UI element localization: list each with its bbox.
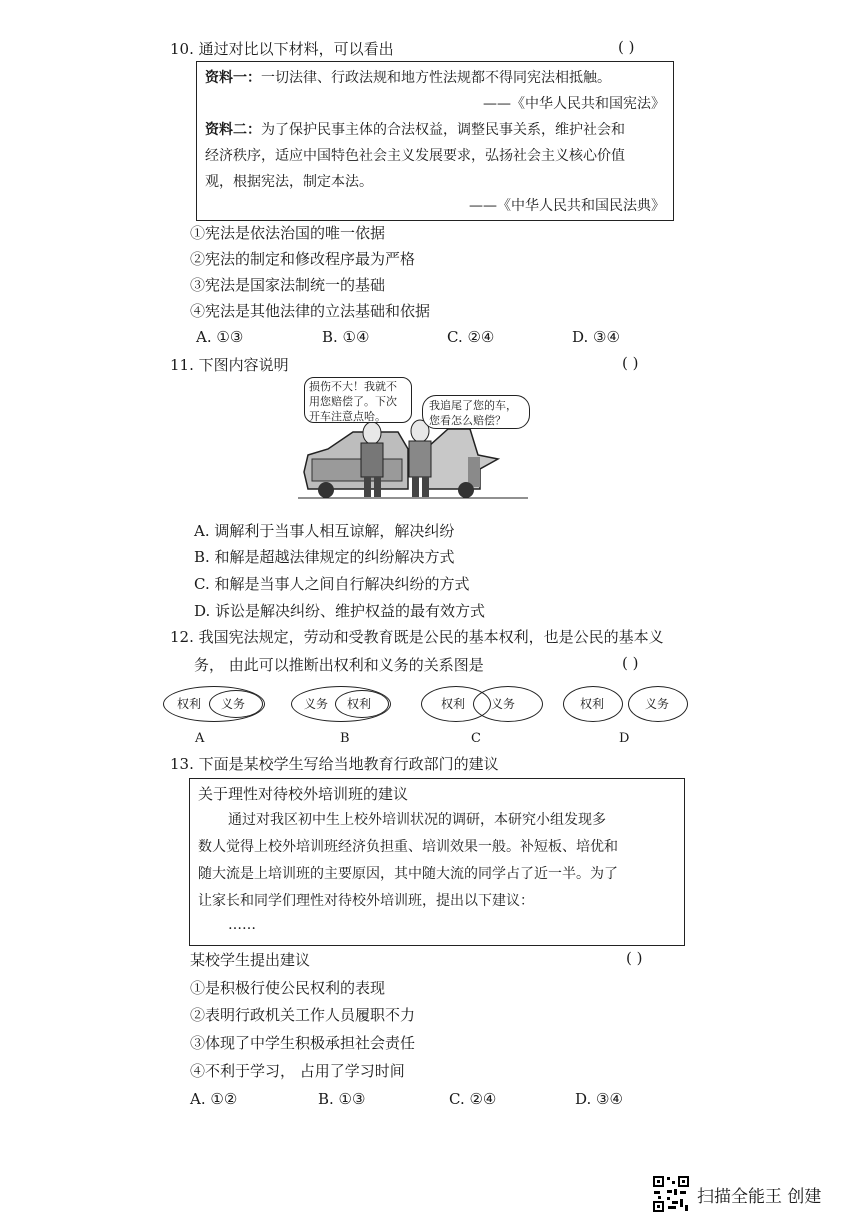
q13-choice-c: C. ②④ xyxy=(449,1090,497,1108)
diagram-a-inner-label: 义务 xyxy=(221,697,246,711)
q13-answer-paren: ( ) xyxy=(626,949,643,967)
q13-box-line4: 让家长和同学们理性对待校外培训班，提出以下建议： xyxy=(198,893,534,909)
q13-choice-d: D. ③④ xyxy=(575,1090,623,1108)
diagram-c-right-label: 义务 xyxy=(491,697,516,711)
q10-material1-label: 资料一： xyxy=(205,70,261,86)
q10-item-1: ①宪法是依法治国的唯一依据 xyxy=(190,224,386,242)
q13-item-2: ②表明行政机关工作人员履职不力 xyxy=(190,1006,416,1024)
q13-box-line5: …… xyxy=(228,917,256,933)
diagram-d-letter: D xyxy=(619,731,630,746)
q13-box-title: 关于理性对待校外培训班的建议 xyxy=(198,785,409,803)
bubble-left-line1: 损伤不大！我就不 xyxy=(309,380,397,393)
q10-choice-d: D. ③④ xyxy=(572,328,620,346)
q11-option-a: A. 调解利于当事人相互谅解，解决纠纷 xyxy=(194,522,455,540)
q10-item-2: ②宪法的制定和修改程序最为严格 xyxy=(190,250,416,268)
q10-material2-line1: 为了保护民事主体的合法权益，调整民事关系，维护社会和 xyxy=(261,122,625,138)
diagram-b-letter: B xyxy=(340,731,350,746)
q10-item-3: ③宪法是国家法制统一的基础 xyxy=(190,276,386,294)
q13-item-3: ③体现了中学生积极承担社会责任 xyxy=(190,1034,416,1052)
q10-choice-c: C. ②④ xyxy=(447,328,495,346)
q11-option-d: D. 诉讼是解决纠纷、维护权益的最有效方式 xyxy=(194,602,486,620)
q10-stem: 10. 通过对比以下材料，可以看出 xyxy=(170,40,394,58)
scanner-brand-watermark: 扫描全能王 创建 xyxy=(697,1187,822,1207)
q11-option-c: C. 和解是当事人之间自行解决纠纷的方式 xyxy=(194,575,470,593)
q10-material2-line2: 经济秩序，适应中国特色社会主义发展要求，弘扬社会主义核心价值 xyxy=(205,148,625,164)
diagram-a-letter: A xyxy=(195,731,205,746)
q10-material2-label: 资料二： xyxy=(205,122,261,138)
q10-material-box xyxy=(196,61,674,221)
speech-bubble-left xyxy=(304,377,412,423)
q13-choice-a: A. ①② xyxy=(190,1090,238,1108)
q12-stem-line2: 务， 由此可以推断出权利和义务的关系图是 xyxy=(194,656,484,674)
speech-bubble-right xyxy=(422,395,530,429)
q10-material1-text: 一切法律、行政法规和地方性法规都不得同宪法相抵触。 xyxy=(261,70,611,86)
q13-item-4: ④不利于学习， 占用了学习时间 xyxy=(190,1062,405,1080)
q10-material2-line3: 观，根据宪法，制定本法。 xyxy=(205,174,373,190)
diagram-d-right-label: 义务 xyxy=(645,697,670,711)
diagram-d-left-label: 权利 xyxy=(580,697,605,711)
q10-answer-paren: ( ) xyxy=(618,38,635,56)
q11-answer-paren: ( ) xyxy=(622,354,639,372)
q10-material2 xyxy=(205,117,625,143)
q11-option-b: B. 和解是超越法律规定的纠纷解决方式 xyxy=(194,548,455,566)
diagram-a-outer-label: 权利 xyxy=(177,697,202,711)
q13-box-line1: 通过对我区初中生上校外培训状况的调研，本研究小组发现多 xyxy=(228,812,606,828)
q10-material1-source: ——《中华人民共和国宪法》 xyxy=(483,96,665,112)
q10-choice-a: A. ①③ xyxy=(196,328,244,346)
qr-code-icon xyxy=(652,1175,690,1213)
q10-item-4: ④宪法是其他法律的立法基础和依据 xyxy=(190,302,431,320)
q10-material2-source: ——《中华人民共和国民法典》 xyxy=(469,198,665,214)
q13-item-1: ①是积极行使公民权利的表现 xyxy=(190,979,386,997)
q12-answer-paren: ( ) xyxy=(622,654,639,672)
bubble-right-line2: 您看怎么赔偿？ xyxy=(429,414,506,427)
q11-stem: 11. 下图内容说明 xyxy=(170,356,289,374)
q13-choice-b: B. ①③ xyxy=(318,1090,366,1108)
diagram-b-outer-label: 义务 xyxy=(304,697,329,711)
q12-stem-line1: 12. 我国宪法规定，劳动和受教育既是公民的基本权利，也是公民的基本义 xyxy=(170,628,664,646)
diagram-b-inner-label: 权利 xyxy=(347,697,372,711)
q13-sub-stem: 某校学生提出建议 xyxy=(190,951,311,969)
bubble-right-line1: 我追尾了您的车， xyxy=(429,399,517,412)
diagram-c-left-label: 权利 xyxy=(441,697,466,711)
q10-material1 xyxy=(205,65,611,91)
bubble-left-line2: 用您赔偿了。下次 xyxy=(309,395,397,408)
diagram-c-letter: C xyxy=(471,731,481,746)
q10-choice-b: B. ①④ xyxy=(322,328,370,346)
q13-proposal-box xyxy=(189,778,685,946)
q11-cartoon xyxy=(298,377,536,507)
q13-box-line2: 数人觉得上校外培训班经济负担重、培训效果一般。补短板、培优和 xyxy=(198,839,618,855)
q13-stem: 13. 下面是某校学生写给当地教育行政部门的建议 xyxy=(170,755,499,773)
bubble-left-line3: 开车注意点哈。 xyxy=(309,410,386,423)
q13-box-line3: 随大流是上培训班的主要原因，其中随大流的同学占了近一半。为了 xyxy=(198,866,618,882)
